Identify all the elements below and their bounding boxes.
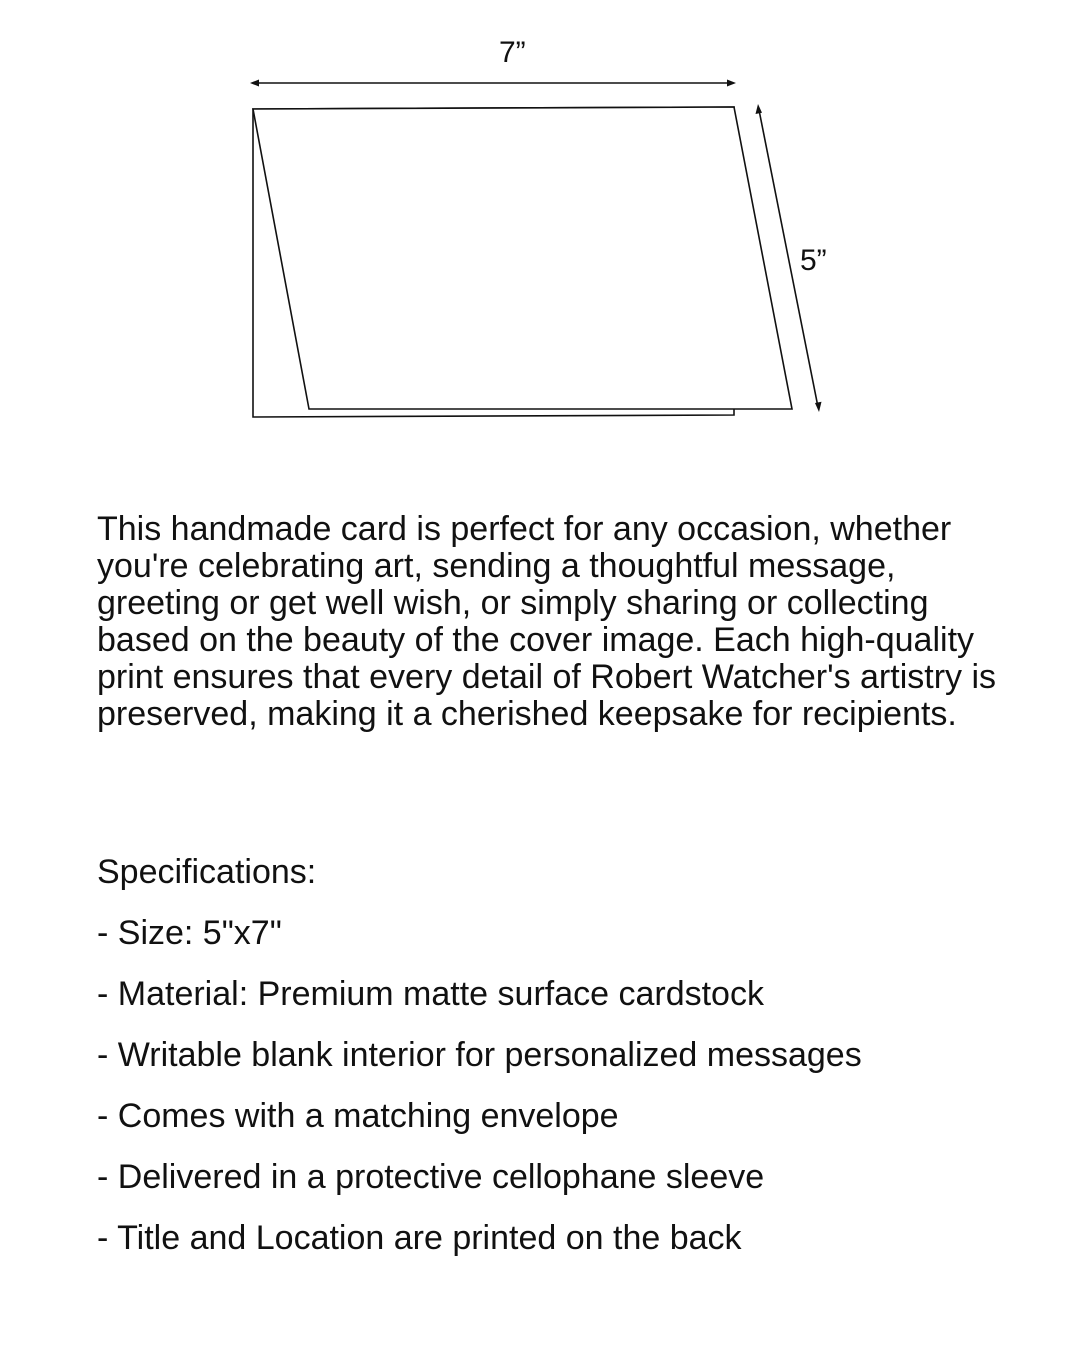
spec-item-sleeve: - Delivered in a protective cellophane sleeve <box>97 1158 765 1196</box>
specifications-list <box>97 913 997 1279</box>
card-outline-drawing <box>0 0 1080 470</box>
spec-item-material: - Material: Premium matte surface cardstock <box>97 975 764 1013</box>
spec-item-interior: - Writable blank interior for personalized messages <box>97 1036 862 1074</box>
specifications-heading: Specifications: <box>97 853 317 891</box>
product-description: This handmade card is perfect for any occasion, whether you're celebrating art, sending a thoughtful message, greeting or get well wish, or simply sharing or collecting based on the beauty of the cover image. Each high-quality print ensures that every detail of Robert Watcher's artistry is preserved, making it a cherished keepsake for recipients. <box>97 510 997 733</box>
spec-item-size: - Size: 5"x7" <box>97 914 282 952</box>
card-front-panel <box>253 107 792 409</box>
height-label: 5” <box>800 244 827 277</box>
width-arrow <box>250 80 736 87</box>
spec-item-back-print: - Title and Location are printed on the back <box>97 1219 742 1257</box>
width-label: 7” <box>499 36 526 69</box>
spec-item-envelope: - Comes with a matching envelope <box>97 1097 619 1135</box>
card-dimension-diagram <box>0 0 1080 470</box>
specifications-section <box>97 852 997 1279</box>
